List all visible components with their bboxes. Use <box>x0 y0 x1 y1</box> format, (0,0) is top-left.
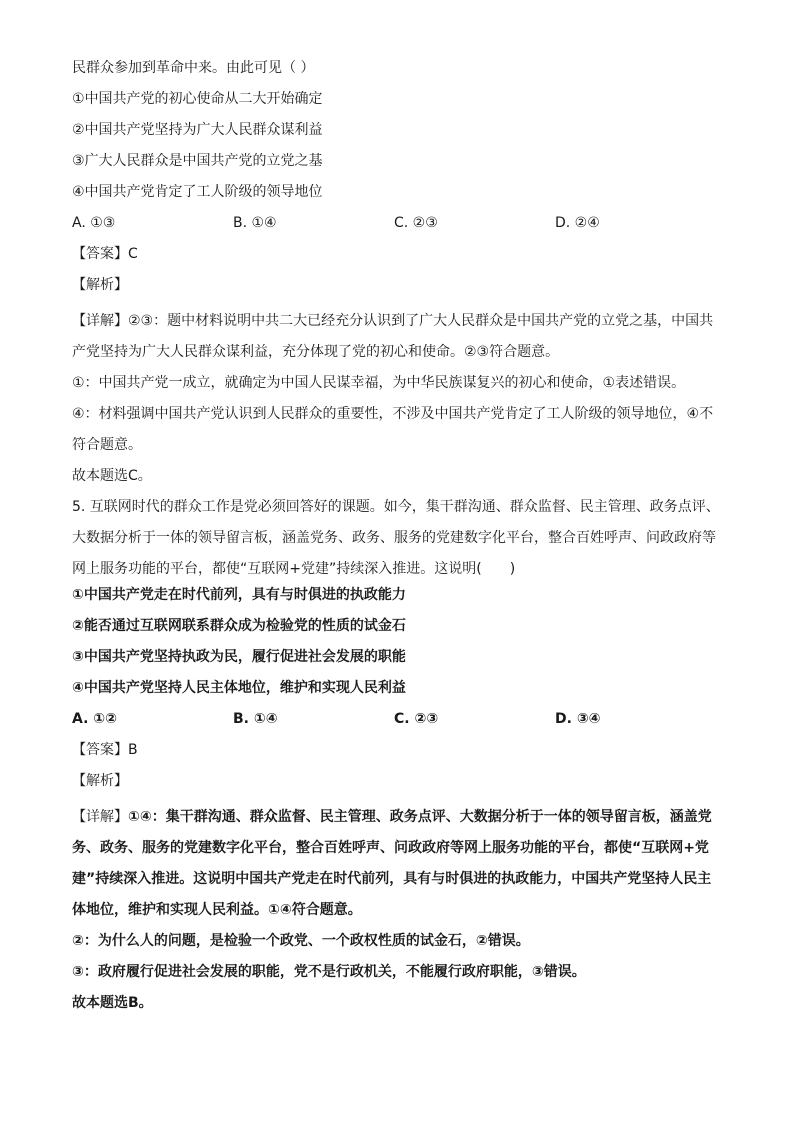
q4-item-3: ③广大人民群众是中国共产党的立党之基 <box>72 153 323 169</box>
q4-detail <box>72 306 724 368</box>
q5-stem: 5. 互联网时代的群众工作是党必须回答好的课题。如今，集干群沟通、群众监督、民主管理、政务点评、大数据分析于一体的领导留言板，涵盖党务、政务、服务的党建数字化平台，整合百姓呼声、问政政府等网上服务功能的平台，都使“互联网+党建”持续深入推进。这说明( ) <box>72 499 720 577</box>
q4-answer-value: C <box>128 246 138 262</box>
document-page <box>72 58 724 1019</box>
q5-item-1: ①中国共产党走在时代前列，具有与时俱进的执政能力 <box>72 587 406 603</box>
q4-item-4: ④中国共产党肯定了工人阶级的领导地位 <box>72 184 323 200</box>
q5-answer-label: 【答案】 <box>72 742 128 758</box>
q4-option-c: C. ②③ <box>394 215 438 231</box>
q5-detail-text: ①④：集干群沟通、群众监督、民主管理、政务点评、大数据分析于一体的领导留言板，涵盖党务、政务、服务的党建数字化平台，整合百姓呼声、问政政府等网上服务功能的平台，都使“互联网+党建”持续深入推进。这说明中国共产党走在时代前列，具有与时俱进的执政能力，中国共产党坚持人民主体地位，维护和实现人民利益。①④符合题意。 <box>72 809 712 918</box>
q4-detail-label: 【详解】 <box>72 313 128 329</box>
q5-options <box>72 709 724 730</box>
q4-conclusion: 故本题选C。 <box>72 468 152 484</box>
q5-answer-value: B <box>128 742 138 758</box>
q4-detail-text: ②③：题中材料说明中共二大已经充分认识到了广大人民群众是中国共产党的立党之基，中国共产党坚持为广大人民群众谋利益，充分体现了党的初心和使命。②③符合题意。 <box>72 313 714 360</box>
q5-item-4: ④中国共产党坚持人民主体地位，维护和实现人民利益 <box>72 680 406 696</box>
q4-analysis-label: 【解析】 <box>72 277 128 293</box>
q4-note-2: ④：材料强调中国共产党认识到人民群众的重要性，不涉及中国共产党肯定了工人阶级的领导地位，④不符合题意。 <box>72 406 714 453</box>
q5-note-1: ②：为什么人的问题，是检验一个政党、一个政权性质的试金石，②错误。 <box>72 933 530 949</box>
q5-detail <box>72 802 724 926</box>
q5-answer <box>72 740 724 761</box>
q5-item-2: ②能否通过互联网联系群众成为检验党的性质的试金石 <box>72 618 406 634</box>
q4-options <box>72 213 724 234</box>
q5-conclusion: 故本题选B。 <box>72 995 153 1011</box>
q4-stem-tail: 民群众参加到革命中来。由此可见（ ） <box>72 60 315 76</box>
q4-answer <box>72 244 724 265</box>
q5-note-2: ③：政府履行促进社会发展的职能，党不是行政机关，不能履行政府职能，③错误。 <box>72 964 586 980</box>
q4-item-2: ②中国共产党坚持为广大人民群众谋利益 <box>72 122 323 138</box>
q4-option-a: A. ①③ <box>72 215 116 231</box>
q4-note-1: ①：中国共产党一成立，就确定为中国人民谋幸福，为中华民族谋复兴的初心和使命，①表述错误。 <box>72 375 686 391</box>
q4-option-b: B. ①④ <box>233 215 277 231</box>
q5-detail-label: 【详解】 <box>72 809 128 825</box>
q5-option-d: D. ③④ <box>555 711 601 727</box>
q5-analysis-label: 【解析】 <box>72 773 128 789</box>
q4-option-d: D. ②④ <box>555 215 600 231</box>
q5-option-a: A. ①② <box>72 711 117 727</box>
q4-item-1: ①中国共产党的初心使命从二大开始确定 <box>72 91 323 107</box>
q5-option-b: B. ①④ <box>233 711 278 727</box>
q5-item-3: ③中国共产党坚持执政为民，履行促进社会发展的职能 <box>72 649 406 665</box>
q4-answer-label: 【答案】 <box>72 246 128 262</box>
q5-option-c: C. ②③ <box>394 711 439 727</box>
